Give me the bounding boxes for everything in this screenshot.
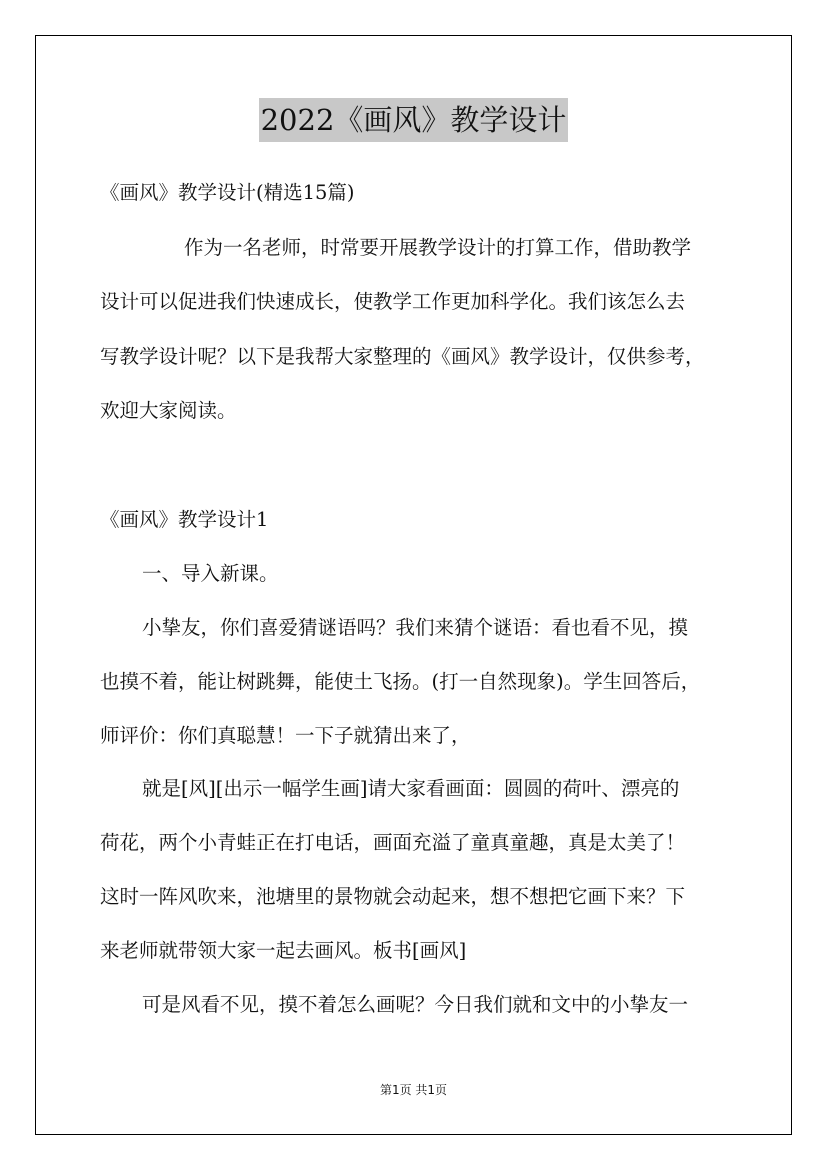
intro-line-4: 欢迎大家阅读。 [100,399,237,422]
body-line-2: 也摸不着，能让树跳舞，能使土飞扬。(打一自然现象)。学生回答后， [100,670,701,693]
section-heading: 《画风》教学设计1 [100,508,269,531]
intro-line-2: 设计可以促进我们快速成长，使教学工作更加科学化。我们该怎么去 [100,290,686,313]
document-subtitle: 《画风》教学设计(精选15篇) [100,181,355,204]
body-line-6: 这时一阵风吹来，池塘里的景物就会动起来，想不想把它画下来？下 [100,885,686,908]
title-container [0,98,827,142]
document-title: 2022《画风》教学设计 [259,98,569,142]
body-line-1: 小挚友，你们喜爱猜谜语吗？我们来猜个谜语：看也看不见，摸 [142,616,689,639]
intro-line-1: 作为一名老师，时常要开展教学设计的打算工作，借助教学 [184,236,692,259]
page-footer: 第1页 共1页 [379,1083,448,1097]
body-line-5: 荷花，两个小青蛙正在打电话，画面充溢了童真童趣，真是太美了！ [100,831,686,854]
step-heading: 一、导入新课。 [142,562,279,585]
intro-line-3: 写教学设计呢？以下是我帮大家整理的《画风》教学设计，仅供参考， [100,345,705,368]
body-line-8: 可是风看不见，摸不着怎么画呢？今日我们就和文中的小挚友一 [142,993,689,1016]
body-line-7: 来老师就带领大家一起去画风。板书[画风] [100,939,467,962]
body-line-3: 师评价：你们真聪慧！一下子就猜出来了， [100,724,471,747]
body-line-4: 就是[风][出示一幅学生画]请大家看画面：圆圆的荷叶、漂亮的 [142,777,680,800]
